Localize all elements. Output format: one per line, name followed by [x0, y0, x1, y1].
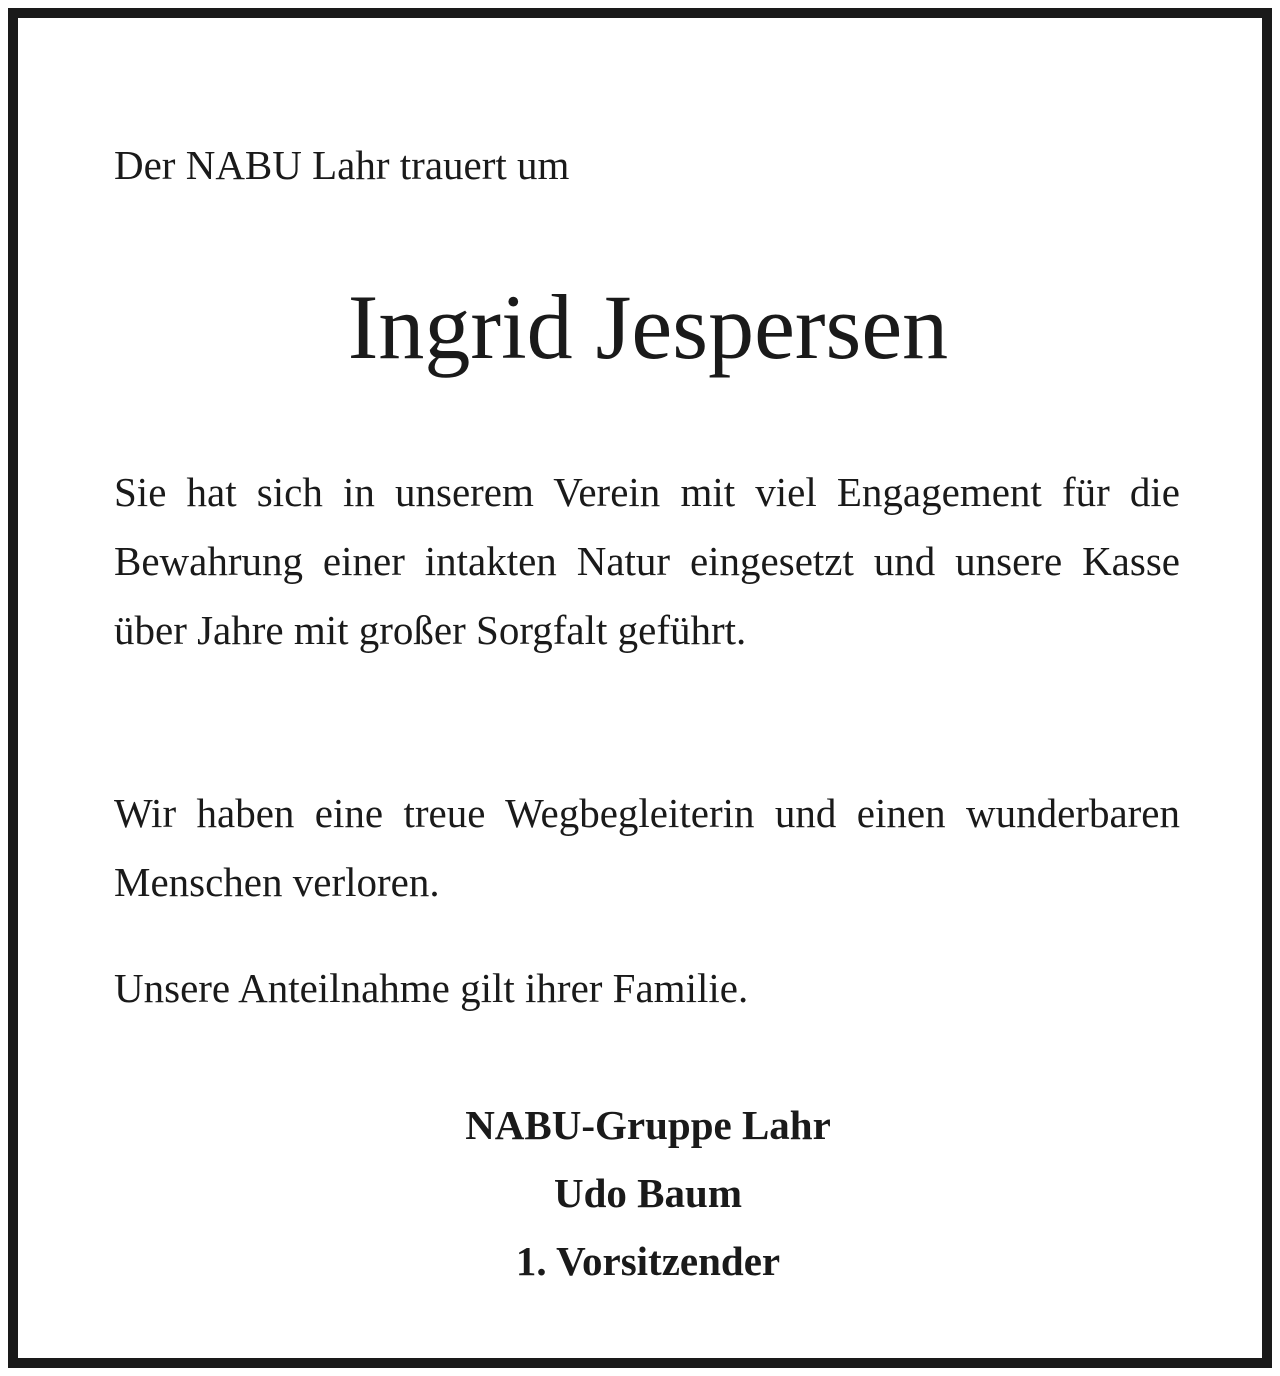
loss-paragraph: Wir haben eine treue Wegbegleiterin und einen wunderbaren Menschen verloren. — [114, 790, 1180, 905]
signature-organization: NABU-Gruppe Lahr — [465, 1102, 831, 1148]
obituary-frame — [8, 8, 1272, 1368]
intro-line: Der NABU Lahr trauert um — [114, 142, 570, 188]
condolence-paragraph: Unsere Anteilnahme gilt ihrer Familie. — [114, 965, 749, 1011]
signature-role: 1. Vorsitzender — [515, 1238, 781, 1284]
signature-person: Udo Baum — [554, 1170, 742, 1216]
deceased-name: Ingrid Jespersen — [347, 276, 949, 378]
tribute-paragraph: Sie hat sich in unserem Verein mit viel Engagement für die Bewahrung einer intakten Natur eingesetzt und unsere Kasse über Jahre mit großer Sorgfalt geführt. — [114, 469, 1180, 653]
